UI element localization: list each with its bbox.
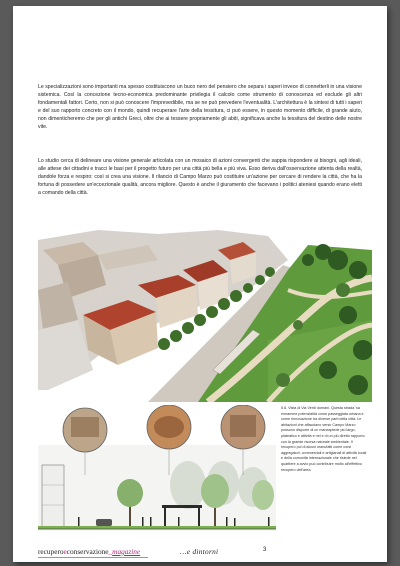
brand-accent: e (63, 547, 67, 556)
brand-separator: _ (108, 547, 113, 556)
brand-part-2: conservazione (66, 547, 109, 556)
footer-dintorni: …e dintorni (180, 547, 219, 556)
body-paragraph-2: Lo studio cerca di delineare una visione generale articolata con un mosaico di azioni convergenti che sappia rispondere ai bisogni, agli ideali, alle attese dei cittadini e tracci le basi per il progetto futuro per una città più bella e più viva. Esso deriva dall'osservazione attenta della realtà, dandole forza e respiro: così si crea una visione. Il rilancio di Campo Marzo può costituire un'azione per cercare di rendere la città, che ha la fortuna di possedere un'eccezionale qualità, ancora migliore. Questo è anche il giuramento che facevano i politici ateniesi quando erano eletti a comando della città. (38, 158, 362, 197)
magazine-brand (38, 547, 140, 556)
figure-caption: 5.6. Vista di Via Verdi domani. Questa strada 'sa e/mamme potenzialità come passeggiata urbana e come rinnovazione tra diverse parti della città. Le abitazioni che affacciano verso Campo Marzo possono disporre di un marciapiede più largo, plateatico e attività e nel e di un più diretto rapporto con la grande risorsa naturale ambientale. Il recupero poi di alcuni manufatti come corsi aggregatori, commerciali e artigianali di attività locali e della comunità internazionale che risiede nel quartiere a avvio può contribuire molto all'effettivo recupero dell'area. (281, 406, 367, 472)
footer-rule (38, 557, 148, 558)
document-page (13, 6, 387, 562)
page-number: 3 (263, 547, 267, 553)
body-paragraph-1: Le specializzazioni sono importanti ma spesso costituiscono un buco nero del pensiero che separa i saperi invece di connetterli in una visione sistemica. Così la concezione tecno-economica predominante privilegia il calcolo come strumento di conoscenza ed esclude gli altri fondamentali fattori. Certo, non si può conoscere l'imprevedibile, ma se ne può prevedere l'eventualità. L'architettura è la sintesi di tutti i saperi e del suo rapporto concreto con il mondo, quindi recuperare l'arte della tessitura, ci può essere, in questo momento difficile, di grande aiuto, non dimenticheremo che per gli antichi Greci, oltre che ai tessere propriamente gli abiti, significava anche la tessitura del destino delle nostre vite. (38, 84, 362, 131)
aerial-rendering-image (38, 230, 372, 402)
brand-part-1: recupero (38, 547, 64, 556)
street-section-drawing (38, 405, 276, 541)
brand-magazine: magazine (112, 547, 141, 556)
